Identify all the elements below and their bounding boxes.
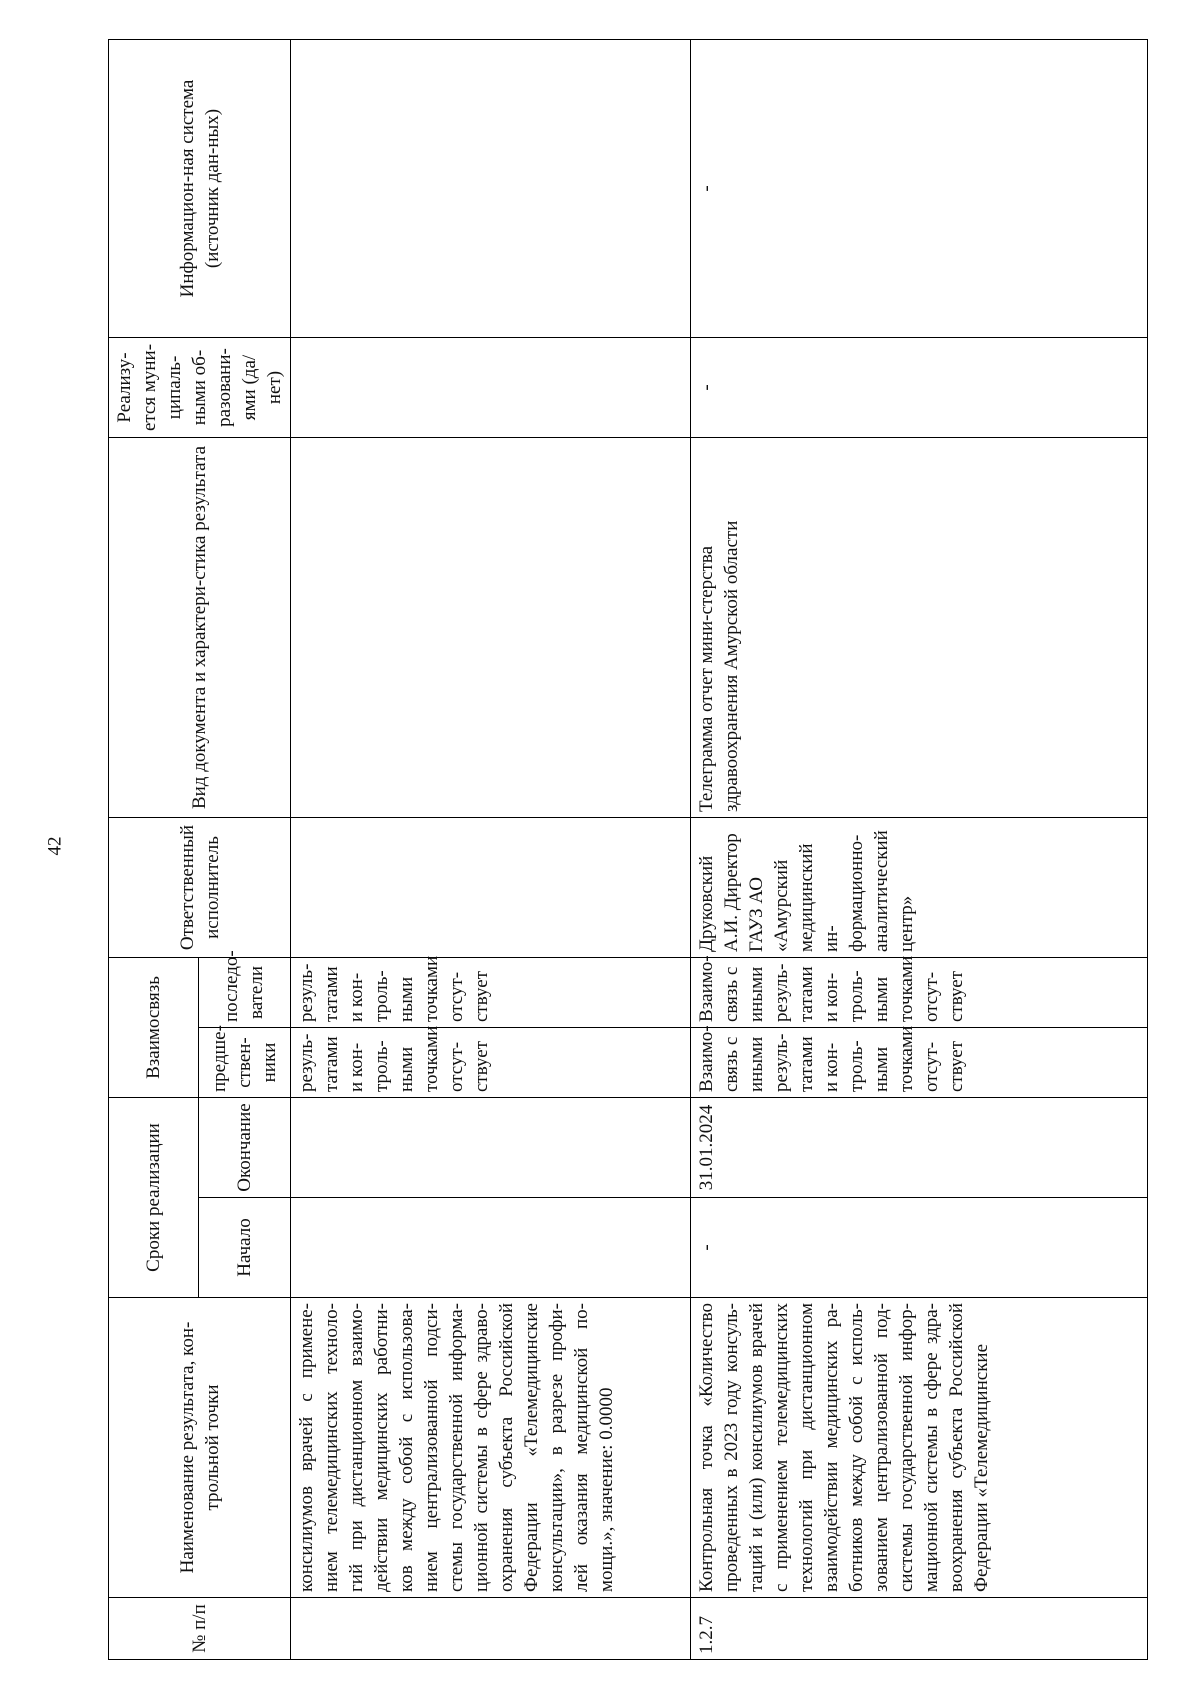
- row-num: [291, 1598, 691, 1660]
- row-start: -: [691, 1198, 1148, 1298]
- header-relation: Взаимосвязь: [109, 958, 199, 1098]
- header-start: Начало: [198, 1198, 290, 1298]
- row-start: [291, 1198, 691, 1298]
- row-municipal: [291, 338, 691, 438]
- row-infosystem: -: [691, 40, 1148, 338]
- row-successors: Взаимо-связь с иными резуль-татами и кон-троль-ными точками отсут-ствует: [691, 958, 1148, 1028]
- plan-table-rotated: [108, 40, 1148, 1660]
- header-num: № п/п: [109, 1598, 291, 1660]
- header-name: Наименование результата, кон-трольной точки: [109, 1298, 291, 1598]
- row-document: [291, 438, 691, 818]
- header-end: Окончание: [198, 1098, 290, 1198]
- header-predecessors: предше-ствен-ники: [198, 1028, 290, 1098]
- header-infosystem: Информацион-ная система (источник дан-ных): [109, 40, 291, 338]
- row-end: 31.01.2024: [691, 1098, 1148, 1198]
- header-municipal: Реализу-ется муни-ципаль-ными об-разовани-ями (да/нет): [109, 338, 291, 438]
- row-name: консилиумов врачей с примене-нием телемедицинских техноло-гий при дистанционном взаимо-действии медицинских работни-ков между собой с использова-нием централизованной подси-стемы государственной информа-ционной системы в сфере здраво-охранения субъекта Российской Федерации «Телемедицинские консультации», в разрезе профи-лей оказания медицинской по-мощи.», значение: 0.0000: [291, 1298, 691, 1598]
- plan-table: [108, 39, 1148, 1660]
- row-end: [291, 1098, 691, 1198]
- table-row: [291, 40, 691, 1660]
- page-number: 42: [44, 836, 66, 856]
- table-row: [691, 40, 1148, 1660]
- header-terms: Сроки реализации: [109, 1098, 199, 1298]
- row-responsible: Друковский А.И. Директор ГАУЗ АО «Амурский медицинский ин-формационно-аналитический центр»: [691, 818, 1148, 958]
- row-name: Контрольная точка «Количество проведенных в 2023 году консуль-таций и (или) консилиумов врачей с применением телемедицинских технологий при дистанционном взаимодействии медицинских ра-ботников между собой с исполь-зованием централизованной под-системы государственной инфор-мационной системы в сфере здра-воохранения субъекта Российской Федерации «Телемедицинские: [691, 1298, 1148, 1598]
- row-municipal: -: [691, 338, 1148, 438]
- row-predecessors: резуль-татами и кон-троль-ными точками отсут-ствует: [291, 1028, 691, 1098]
- header-document: Вид документа и характери-стика результата: [109, 438, 291, 818]
- row-infosystem: [291, 40, 691, 338]
- row-document: Телеграмма отчет мини-стерства здравоохранения Амурской области: [691, 438, 1148, 818]
- header-successors: последо-ватели: [198, 958, 290, 1028]
- row-predecessors: Взаимо-связь с иными резуль-татами и кон-троль-ными точками отсут-ствует: [691, 1028, 1148, 1098]
- row-successors: резуль-татами и кон-троль-ными точками отсут-ствует: [291, 958, 691, 1028]
- header-responsible: Ответственный исполнитель: [109, 818, 291, 958]
- row-responsible: [291, 818, 691, 958]
- row-num: 1.2.7: [691, 1598, 1148, 1660]
